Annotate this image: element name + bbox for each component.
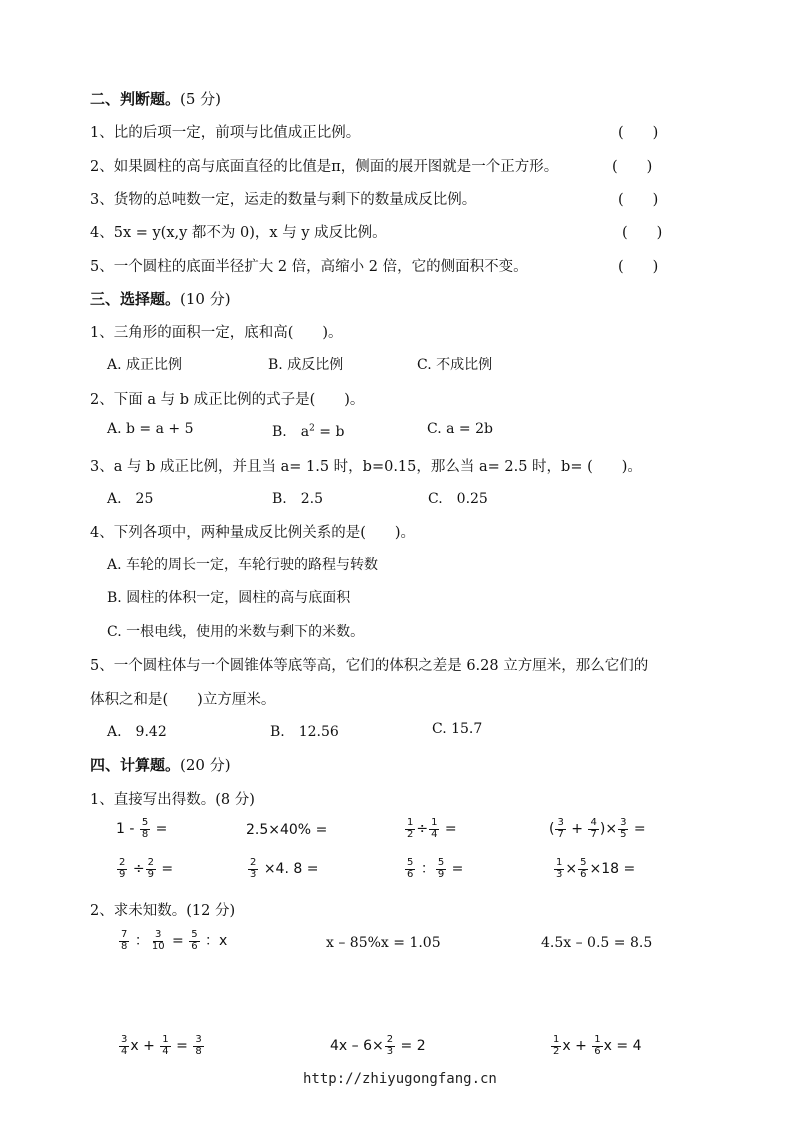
- math-text: 4: [121, 1045, 128, 1057]
- judge-answer-1[interactable]: ( ): [618, 125, 659, 141]
- choice-q2-option-b-base: B. a: [272, 424, 310, 440]
- math-text: = 2: [396, 1038, 426, 1054]
- calc-title: 四、计算题。: [90, 756, 181, 774]
- math-text: 7: [557, 828, 564, 840]
- math-text: x +: [130, 1038, 160, 1054]
- calc-r2-c3: [404, 858, 463, 880]
- math-text: 1: [407, 817, 414, 828]
- fraction: [140, 818, 150, 840]
- math-text: 3: [121, 1034, 128, 1045]
- math-text: 6: [594, 1045, 601, 1057]
- choice-q1-option-b[interactable]: B. 成反比例: [268, 357, 344, 373]
- math-text: 5: [407, 857, 414, 868]
- fraction: [150, 930, 167, 952]
- math-text: =: [156, 861, 174, 877]
- math-text: 9: [119, 868, 126, 880]
- math-text: 7: [121, 929, 128, 940]
- math-text: 2: [119, 857, 126, 868]
- math-text: =: [171, 1038, 193, 1054]
- math-text: 1: [594, 1034, 601, 1045]
- math-text: 3: [155, 929, 162, 940]
- math-text: 10: [151, 940, 165, 952]
- math-text: 3: [386, 1045, 394, 1057]
- choice-q2-option-b-exponent: 2: [309, 423, 315, 434]
- judge-answer-4[interactable]: ( ): [622, 225, 663, 241]
- math-text: 8: [121, 940, 128, 952]
- fraction: [189, 930, 199, 952]
- choice-q4-option-a[interactable]: A. 车轮的周长一定，车轮行驶的路程与转数: [107, 557, 379, 573]
- fraction: [554, 858, 564, 880]
- judge-item-2: 2、如果圆柱的高与底面直径的比值是π，侧面的展开图就是一个正方形。: [90, 159, 559, 175]
- choice-q2-option-b[interactable]: [272, 421, 344, 441]
- fraction: [578, 858, 588, 880]
- math-text: 7: [590, 828, 597, 840]
- fraction: [193, 1035, 203, 1057]
- math-text: )×: [599, 821, 618, 837]
- judge-item-1: 1、比的后项一定，前项与比值成正比例。: [90, 125, 361, 141]
- footer-url[interactable]: http://zhiyugongfang.cn: [303, 1071, 497, 1087]
- math-text: 9: [147, 868, 154, 880]
- math-text: 1: [162, 1034, 169, 1045]
- choice-points: (10 分): [180, 290, 231, 308]
- choice-section-title: [90, 288, 231, 309]
- math-text: 4x – 6×: [330, 1038, 384, 1054]
- fraction: [146, 858, 156, 880]
- choice-q5-line2: 体积之和是( )立方厘米。: [90, 692, 276, 708]
- math-text: 3: [250, 868, 257, 880]
- math-text: 2: [553, 1045, 560, 1057]
- calc-r2-c4: [553, 858, 635, 880]
- math-text: 3: [620, 817, 627, 828]
- math-text: 4: [431, 828, 438, 840]
- calc-sub1-label: 1、直接写出得数。(8 分): [90, 792, 255, 808]
- math-text: ：: [416, 861, 435, 877]
- fraction: [248, 858, 258, 880]
- math-text: 1: [553, 1034, 560, 1045]
- choice-q4-option-c[interactable]: C. 一根电线，使用的米数与剩下的米数。: [107, 624, 365, 640]
- choice-q3-option-c[interactable]: C. 0.25: [428, 491, 488, 507]
- choice-q5-line1: 5、一个圆柱体与一个圆锥体等底等高，它们的体积之差是 6.28 立方厘米，那么它们的: [90, 658, 649, 674]
- math-text: x +: [562, 1038, 592, 1054]
- equation-2: x – 85%x = 1.05: [326, 935, 441, 951]
- math-text: =: [151, 821, 168, 837]
- math-text: =: [440, 821, 457, 837]
- math-text: 3: [556, 868, 563, 880]
- choice-q4: 4、下列各项中，两种量成反比例关系的是( )。: [90, 525, 416, 541]
- judge-answer-5[interactable]: ( ): [618, 259, 659, 275]
- fraction: [618, 818, 628, 840]
- calc-r1-c1: [116, 818, 167, 840]
- choice-q3-option-a[interactable]: A. 25: [107, 491, 154, 507]
- fraction: [385, 1035, 395, 1057]
- choice-q2-option-c[interactable]: C. a = 2b: [427, 421, 493, 437]
- math-text: x = 4: [603, 1038, 642, 1054]
- fraction: [405, 858, 415, 880]
- calc-sub2-label: 2、求未知数。(12 分): [90, 903, 236, 919]
- choice-q2-option-a[interactable]: A. b = a + 5: [107, 421, 194, 437]
- math-text: 5: [191, 929, 198, 940]
- judge-item-4: 4、5x = y(x,y 都不为 0)，x 与 y 成反比例。: [90, 225, 387, 241]
- fraction: [405, 818, 415, 840]
- choice-q1-option-a[interactable]: A. 成正比例: [107, 357, 183, 373]
- choice-q5-option-c[interactable]: C. 15.7: [432, 721, 483, 737]
- choice-q4-option-b[interactable]: B. 圆柱的体积一定，圆柱的高与底面积: [107, 590, 351, 606]
- math-text: 5: [620, 828, 627, 840]
- fraction: [555, 818, 565, 840]
- judge-answer-3[interactable]: ( ): [618, 192, 659, 208]
- choice-q3-option-b[interactable]: B. 2.5: [272, 491, 324, 507]
- math-text: 6: [407, 868, 414, 880]
- math-text: 5: [437, 857, 445, 868]
- choice-q2: 2、下面 a 与 b 成正比例的式子是( )。: [90, 392, 365, 408]
- equation-6: [550, 1035, 642, 1057]
- fraction: [429, 818, 439, 840]
- judge-item-3: 3、货物的总吨数一定，运走的数量与剩下的数量成反比例。: [90, 192, 477, 208]
- fraction: [160, 1035, 170, 1057]
- math-text: 4: [162, 1045, 169, 1057]
- math-text: 1: [431, 817, 438, 828]
- calc-r2-c1: [116, 858, 173, 880]
- fraction: [436, 858, 446, 880]
- math-text: 5: [141, 817, 149, 828]
- math-text: 5: [580, 857, 587, 868]
- math-text: =: [629, 821, 646, 837]
- calc-r1-c3: [404, 818, 457, 840]
- choice-q3: 3、a 与 b 成正比例，并且当 a= 1.5 时，b=0.15，那么当 a= 2.5 时，b= ( )。: [90, 459, 642, 475]
- math-text: 3: [195, 1034, 202, 1045]
- calc-r1-c2: 2.5×40% =: [246, 822, 328, 838]
- fraction: [119, 1035, 129, 1057]
- math-text: 1: [556, 857, 563, 868]
- calc-section-title: [90, 754, 231, 775]
- choice-title: 三、选择题。: [90, 290, 181, 308]
- math-text: ÷: [128, 861, 145, 877]
- math-text: (: [549, 821, 555, 837]
- calc-points: (20 分): [180, 756, 231, 774]
- math-text: =: [447, 861, 464, 877]
- equation-1: [118, 930, 227, 952]
- math-text: 2: [386, 1034, 394, 1045]
- equation-4: [118, 1035, 205, 1057]
- fraction: [588, 818, 598, 840]
- math-text: ÷: [416, 821, 429, 837]
- choice-q1-option-c[interactable]: C. 不成比例: [417, 357, 493, 373]
- choice-q5-option-b[interactable]: B. 12.56: [270, 724, 339, 740]
- judge-item-5: 5、一个圆柱的底面半径扩大 2 倍，高缩小 2 倍，它的侧面积不变。: [90, 259, 528, 275]
- math-text: 1 -: [116, 821, 139, 837]
- math-text: 2: [250, 857, 257, 868]
- choice-q2-option-b-rest: = b: [314, 424, 345, 440]
- math-text: 3: [557, 817, 564, 828]
- math-text: 8: [195, 1045, 202, 1057]
- choice-q5-option-a[interactable]: A. 9.42: [107, 724, 167, 740]
- math-text: ：: [130, 933, 149, 949]
- choice-q1: 1、三角形的面积一定，底和高( )。: [90, 325, 343, 341]
- math-text: 2: [407, 828, 414, 840]
- math-text: +: [566, 821, 588, 837]
- math-text: 6: [580, 868, 587, 880]
- calc-r1-c4: [549, 818, 646, 840]
- equation-3: 4.5x – 0.5 = 8.5: [541, 935, 653, 951]
- math-text: ：x: [200, 933, 228, 949]
- fraction: [117, 858, 127, 880]
- math-text: =: [167, 933, 189, 949]
- math-text: 2: [147, 857, 154, 868]
- math-text: 6: [191, 940, 198, 952]
- judge-points: (5 分): [180, 90, 222, 108]
- fraction: [119, 930, 129, 952]
- calc-r2-c2: [247, 858, 318, 880]
- judge-title: 二、判断题。: [90, 90, 181, 108]
- equation-5: [330, 1035, 426, 1057]
- math-text: 8: [141, 828, 149, 840]
- math-text: 9: [437, 868, 445, 880]
- fraction: [551, 1035, 561, 1057]
- fraction: [592, 1035, 602, 1057]
- math-text: 4: [590, 817, 597, 828]
- math-text: ×: [565, 861, 578, 877]
- math-text: ×18 =: [589, 861, 636, 877]
- judge-section-title: [90, 88, 221, 109]
- judge-answer-2[interactable]: ( ): [612, 159, 653, 175]
- math-text: ×4. 8 =: [259, 861, 319, 877]
